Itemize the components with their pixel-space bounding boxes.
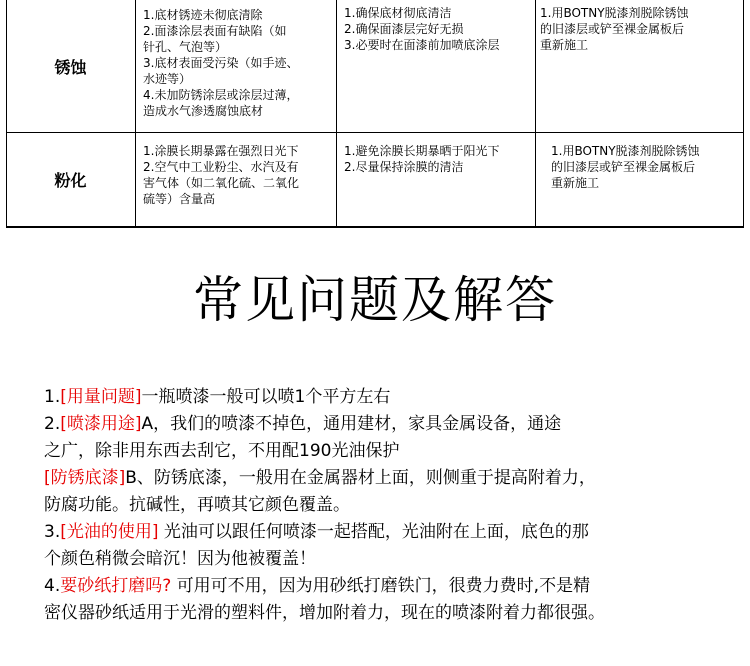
solution-cell [537, 0, 744, 53]
item-tag: [用量问题] [60, 387, 142, 407]
solution-line: 的旧漆层或铲至裸金属板后 [540, 22, 685, 36]
cause-line: 3.底材表面受污染（如手迹、 [143, 56, 299, 70]
cause-line: 2.空气中工业粉尘、水汽及有 [143, 160, 299, 174]
solution-cell [537, 133, 744, 191]
cause-line: 针孔、气泡等） [143, 40, 228, 54]
prevention-cell [338, 133, 536, 175]
prevention-cell [338, 0, 536, 53]
solution-line: 1.用BOTNY脱漆剂脱除锈蚀 [540, 6, 689, 20]
item-text: 可用可不用，因为用砂纸打磨铁门，很费力费时,不是精 [171, 576, 591, 596]
table-row-chalking [6, 133, 744, 226]
prevention-line: 2.确保面漆层完好无损 [344, 22, 464, 36]
solution-line: 重新施工 [551, 176, 600, 190]
faq-title: 常见问题及解答 [193, 271, 557, 329]
item-tag: [光油的使用] [60, 522, 159, 542]
faq-item-3 [44, 519, 734, 546]
item-tag: [防锈底漆] [44, 468, 126, 488]
faq-list [44, 384, 734, 627]
cause-cell [137, 0, 337, 119]
prevention-line: 3.必要时在面漆前加喷底涂层 [344, 38, 500, 52]
cause-line: 4.未加防锈涂层或涂层过薄， [143, 88, 299, 102]
faq-item-4-cont: 密仪器砂纸适用于光滑的塑料件，增加附着力，现在的喷漆附着力都很强。 [44, 603, 605, 623]
item-number: 3. [44, 522, 61, 542]
item-number: 1. [44, 387, 61, 407]
table-row-rust [6, 0, 744, 133]
cause-line: 1.底材锈迹未彻底清除 [143, 8, 263, 22]
faq-item-3-cont: 个颜色稍微会暗沉！因为他被覆盖！ [44, 549, 316, 569]
row-label: 粉化 [54, 171, 87, 190]
problem-table [6, 0, 744, 228]
faq-item-2b [44, 465, 734, 492]
cause-cell [137, 133, 337, 207]
row-label: 锈蚀 [54, 57, 87, 77]
cause-line: 造成水气渗透腐蚀底材 [143, 104, 264, 118]
faq-item-2-cont: 之广，除非用东西去刮它，不用配190光油保护 [44, 441, 400, 461]
faq-item-2b-cont: 防腐功能。抗碱性，再喷其它颜色覆盖。 [44, 495, 350, 515]
cause-line: 2.面漆涂层表面有缺陷（如 [143, 24, 287, 38]
cause-line: 硫等）含量高 [143, 192, 216, 206]
faq-item-2 [44, 411, 734, 438]
cause-line: 害气体（如二氧化硫、二氧化 [143, 176, 300, 190]
faq-item-4 [44, 573, 734, 600]
item-tag: 要砂纸打磨吗? [60, 576, 172, 596]
faq-item-1 [44, 384, 734, 411]
solution-line: 重新施工 [540, 38, 589, 52]
item-tag: [喷漆用途] [60, 414, 142, 434]
item-text: A，我们的喷漆不掉色，通用建材，家具金属设备，通途 [141, 414, 562, 434]
item-text: B、防锈底漆，一般用在金属器材上面，则侧重于提高附着力， [125, 468, 596, 488]
solution-line: 的旧漆层或铲至裸金属板后 [551, 160, 696, 174]
item-number: 4. [44, 576, 61, 596]
solution-line: 1.用BOTNY脱漆剂脱除锈蚀 [551, 144, 700, 158]
prevention-line: 2.尽量保持涂膜的清洁 [344, 160, 464, 174]
cause-line: 水迹等） [143, 72, 192, 86]
item-text: 一瓶喷漆一般可以喷1个平方左右 [141, 387, 391, 407]
item-number: 2. [44, 414, 61, 434]
item-text: 光油可以跟任何喷漆一起搭配，光油附在上面，底色的那 [158, 522, 589, 542]
prevention-line: 1.避免涂膜长期暴晒于阳光下 [344, 144, 500, 158]
prevention-line: 1.确保底材彻底清洁 [344, 6, 452, 20]
cause-line: 1.涂膜长期暴露在强烈日光下 [143, 144, 299, 158]
